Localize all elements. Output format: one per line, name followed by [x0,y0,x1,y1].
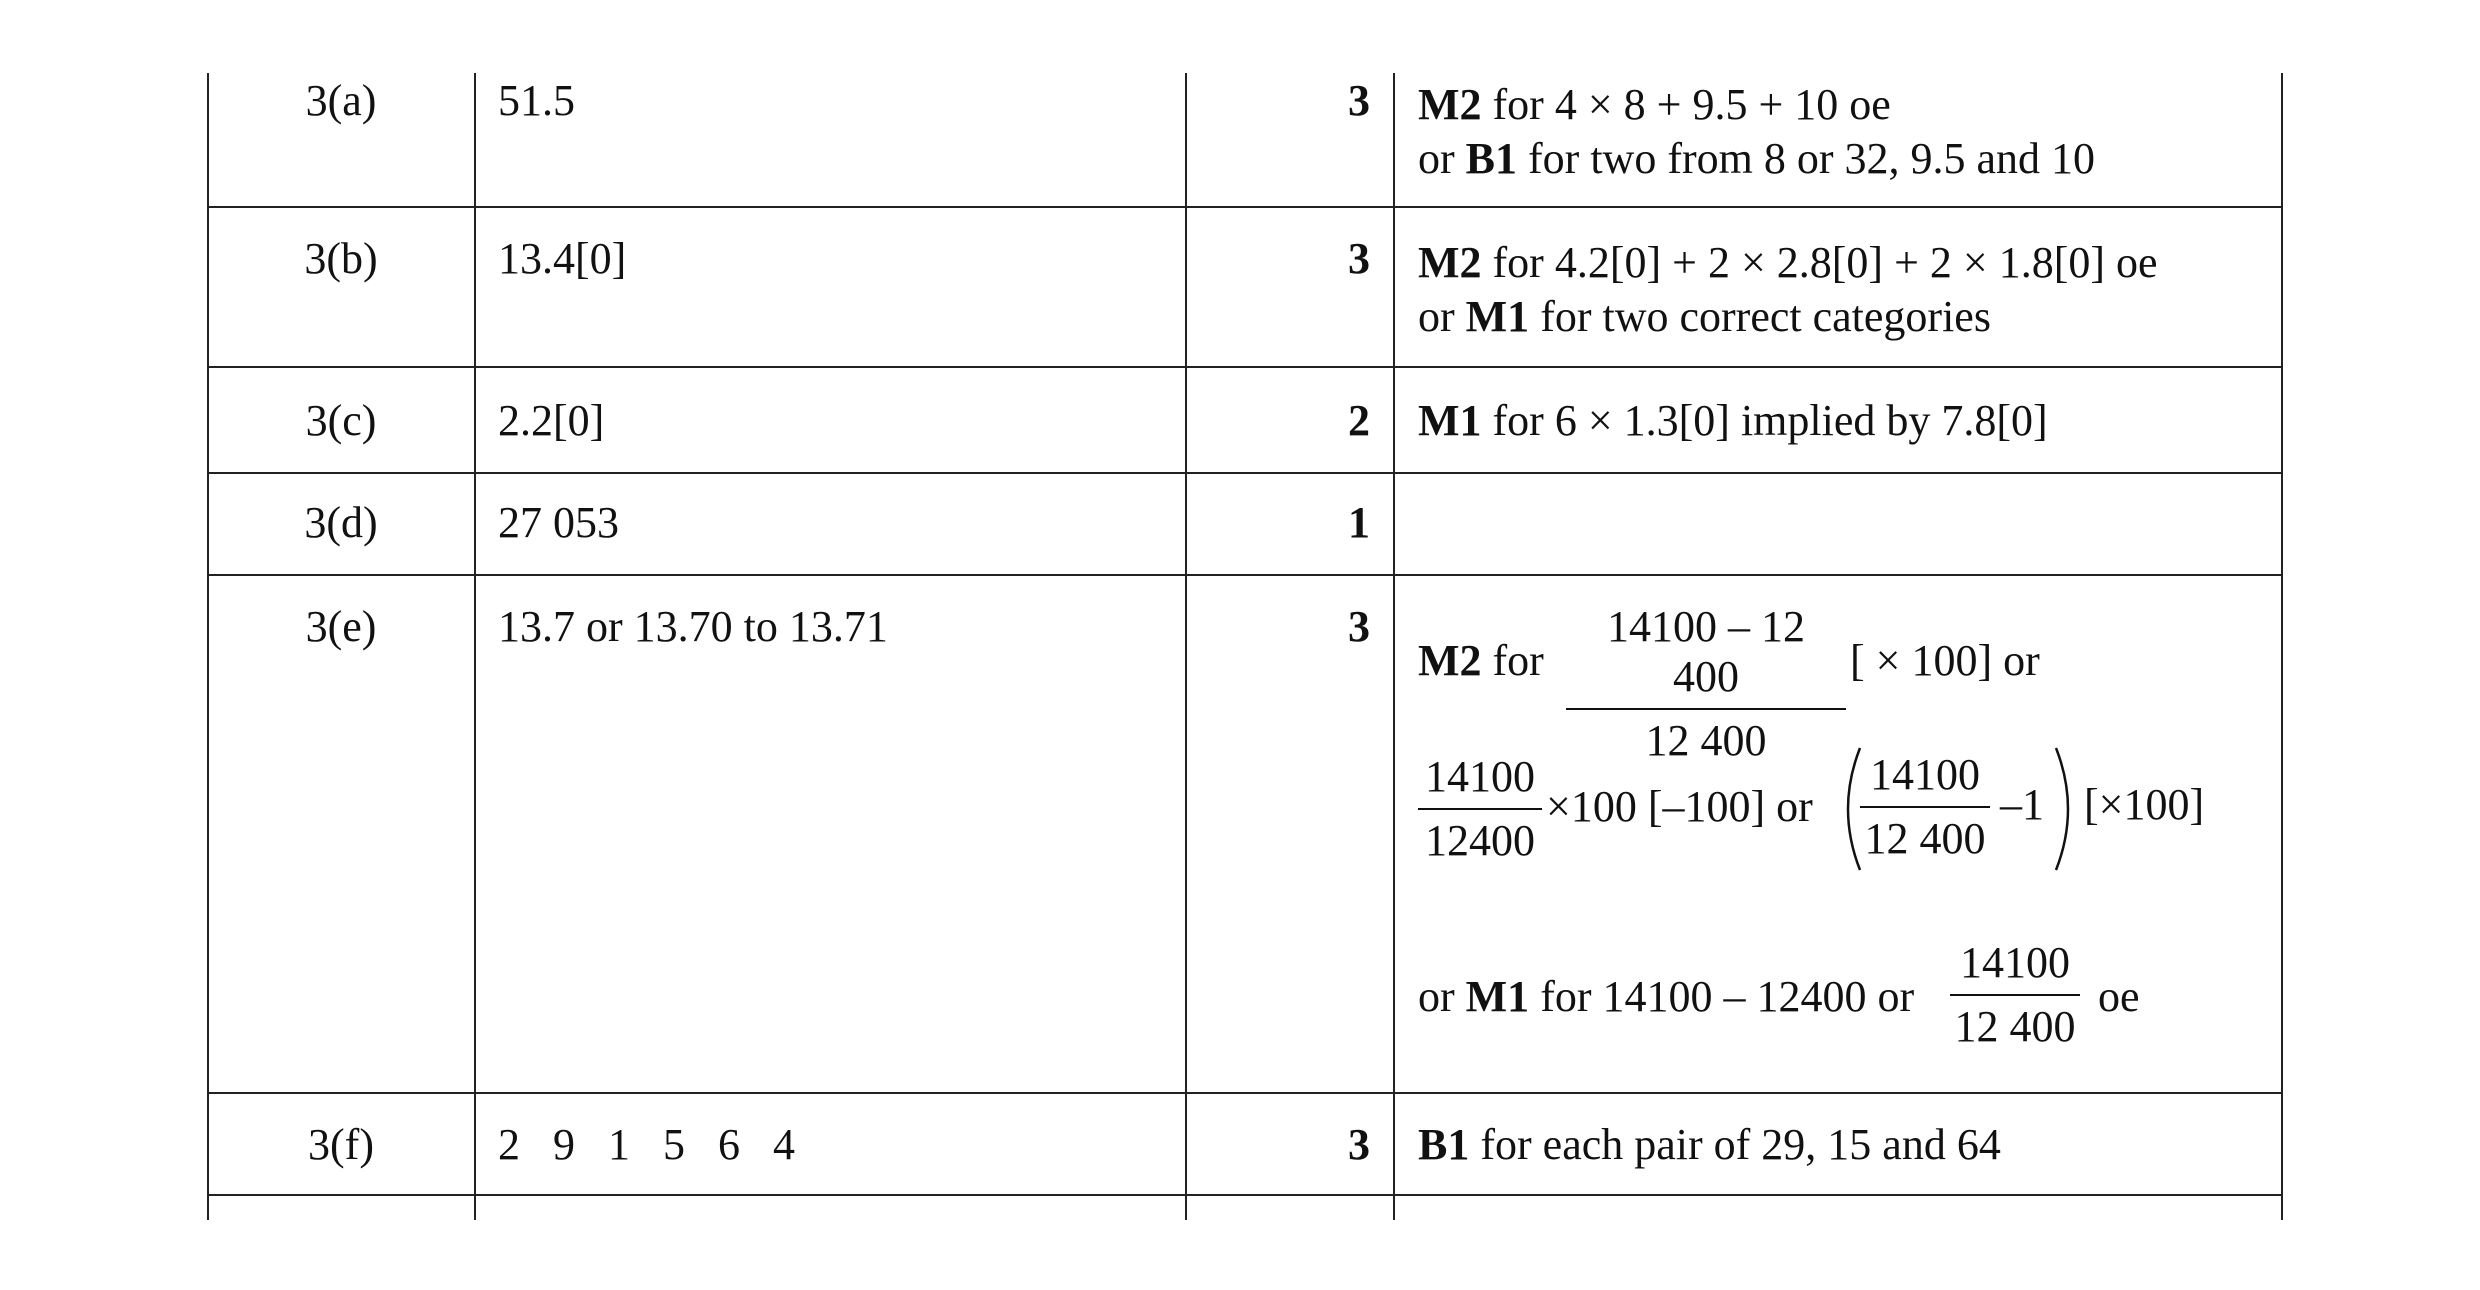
row-divider [207,206,2283,208]
answer-cell: 51.5 [498,76,575,125]
mark-code: B1 [1465,134,1518,183]
fraction-bar [1860,806,1990,808]
mark-code: M2 [1418,80,1482,129]
question-number: 3(a) [305,76,377,125]
row-divider [207,1194,2283,1196]
guidance-line [1418,1118,2001,1172]
guidance-line [1418,132,2095,186]
mark-code: M1 [1418,396,1482,445]
fraction-numerator: 14100 [1425,752,1535,801]
question-number: 3(f) [308,1120,374,1169]
column-divider [1185,73,1187,1220]
answer-cell: 27 053 [498,498,619,547]
row-divider [207,574,2283,576]
question-number: 3(b) [304,234,378,283]
fraction-numerator: 14100 – 12 400 [1607,602,1805,701]
row-divider [207,472,2283,474]
mark-code: M1 [1465,972,1530,1021]
guidance-text: for two from 8 or 32, 9.5 and 10 [1517,134,2096,183]
guidance-line [1418,236,2158,290]
guidance-text: or [1418,972,1466,1021]
guidance-text: [×100] [2084,780,2205,829]
answer-cell: 13.7 or 13.70 to 13.71 [498,602,888,651]
answer-cell: 2.2[0] [498,396,605,445]
mark-code: M2 [1418,636,1482,685]
mark-code: M1 [1465,292,1530,341]
guidance-line [1418,290,1991,344]
guidance-text: ×100 [–100] or [1546,782,1813,831]
guidance-line [1418,970,1914,1024]
right-parenthesis [2052,744,2082,874]
guidance-text: for each pair of 29, 15 and 64 [1469,1120,2001,1169]
fraction-denominator: 12400 [1425,816,1535,865]
fraction-bar [1418,808,1542,810]
fraction-numerator: 14100 [1870,750,1980,799]
fraction [1418,752,1542,866]
fraction [1950,938,2080,1052]
marks-cell: 1 [1348,498,1370,547]
guidance-text: for 4.2[0] + 2 × 2.8[0] + 2 × 1.8[0] oe [1481,238,2158,287]
column-divider [2281,73,2283,1220]
marks-cell: 3 [1348,234,1370,283]
answer-cell: 2 9 1 5 6 4 [498,1120,795,1169]
answer-cell: 13.4[0] [498,234,627,283]
guidance-text: or [1418,134,1466,183]
marks-cell: 2 [1348,396,1370,445]
guidance-text: [ × 100] or [1850,636,2040,685]
guidance-text: for 6 × 1.3[0] implied by 7.8[0] [1481,396,2048,445]
row-divider [207,366,2283,368]
question-number: 3(e) [305,602,377,651]
mark-code: B1 [1418,1120,1470,1169]
row-divider [207,1092,2283,1094]
marks-cell: 3 [1348,1120,1370,1169]
marks-cell: 3 [1348,602,1370,651]
guidance-line [1418,78,1891,132]
question-number: 3(c) [305,396,377,445]
guidance-text: for two correct categories [1529,292,1991,341]
fraction-denominator: 12 400 [1864,814,1986,863]
question-number: 3(d) [304,498,378,547]
guidance-text: for 14100 – 12400 or [1529,972,1915,1021]
fraction-denominator: 12 400 [1645,716,1767,765]
column-divider [1393,73,1395,1220]
fraction-bar [1566,708,1846,710]
fraction [1860,750,1990,864]
guidance-text: –1 [2000,780,2044,829]
mark-code: M2 [1418,238,1482,287]
guidance-text: for 4 × 8 + 9.5 + 10 oe [1481,80,1891,129]
guidance-text: for [1481,636,1544,685]
guidance-text: or [1418,292,1466,341]
guidance-line [1418,394,2048,448]
fraction-bar [1950,994,2080,996]
fraction [1566,602,1846,766]
column-divider [474,73,476,1220]
fraction-numerator: 14100 [1960,938,2070,987]
fraction-denominator: 12 400 [1954,1002,2076,1051]
guidance-text: oe [2098,972,2140,1021]
marks-cell: 3 [1348,76,1370,125]
guidance-text [1418,634,1544,688]
